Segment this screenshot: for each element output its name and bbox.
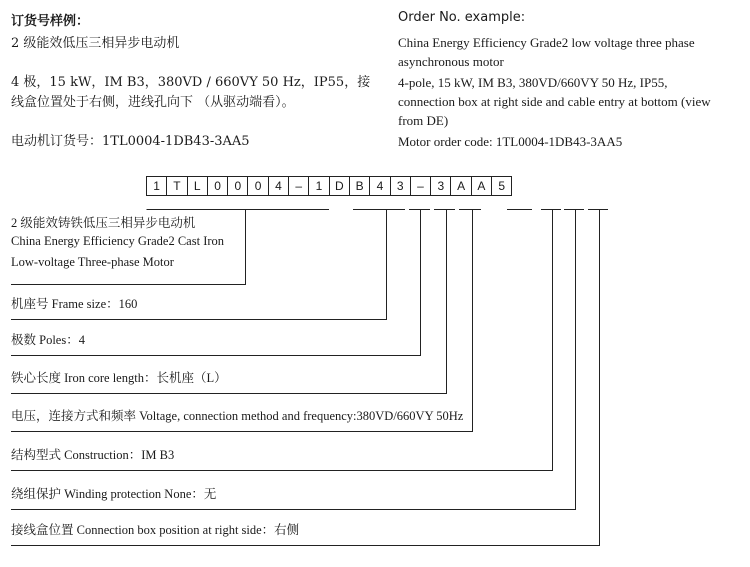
label-connection-box: 接线盒位置 Connection box position at right side：右侧 (11, 523, 300, 537)
left-order-code: 电动机订货号：1TL0004-1DB43-3AA5 (11, 134, 250, 149)
code-cell: 4 (268, 176, 289, 196)
code-cell: 0 (227, 176, 248, 196)
code-cell: 0 (247, 176, 268, 196)
code-cell: D (329, 176, 350, 196)
label-type-en1: China Energy Efficiency Grade2 Cast Iron (11, 234, 225, 248)
code-cell: 3 (430, 176, 451, 196)
label-voltage: 电压，连接方式和频率 Voltage, connection method and frequency:380VD/660VY 50Hz (11, 409, 464, 423)
code-cell: L (187, 176, 208, 196)
label-frame-size: 机座号 Frame size：160 (11, 297, 138, 311)
label-type-en2: Low-voltage Three-phase Motor (11, 255, 174, 269)
code-cell: 3 (390, 176, 411, 196)
code-cell: 0 (207, 176, 228, 196)
right-desc-spec-line2: connection box at right side and cable entry at bottom (view (398, 94, 711, 109)
code-cell: 1 (308, 176, 329, 196)
label-construction: 结构型式 Construction：IM B3 (11, 448, 175, 462)
code-cell: A (450, 176, 471, 196)
left-desc-spec-line1: 4 极，15 kW，IM B3，380VD / 660VY 50 Hz，IP55，接 (11, 75, 371, 90)
code-cell: – (410, 176, 431, 196)
label-iron-core-length: 铁心长度 Iron core length：长机座（L） (11, 371, 227, 385)
left-desc-spec-line2: 线盒位置处于右侧，进线孔向下 （从驱动端看）。 (11, 95, 295, 110)
label-type-cn: 2 级能效铸铁低压三相异步电动机 (11, 216, 196, 230)
code-cell: – (288, 176, 309, 196)
left-heading: 订货号样例： (11, 14, 90, 29)
label-winding-protection: 绕组保护 Winding protection None：无 (11, 487, 217, 501)
label-poles: 极数 Poles：4 (11, 333, 85, 347)
right-desc-spec-line1: 4-pole, 15 kW, IM B3, 380VD/660VY 50 Hz, IP55, (398, 75, 668, 90)
code-cell: B (349, 176, 370, 196)
code-cell: A (471, 176, 492, 196)
left-desc-motor-type: 2 级能效低压三相异步电动机 (11, 36, 180, 51)
code-cell: 1 (146, 176, 167, 196)
code-cell: 5 (491, 176, 512, 196)
right-desc-motor-type-line2: asynchronous motor (398, 54, 504, 69)
code-cell: T (166, 176, 187, 196)
code-cell: 4 (369, 176, 390, 196)
right-desc-spec-line3: from DE) (398, 113, 449, 128)
right-desc-motor-type-line1: China Energy Efficiency Grade2 low voltage three phase (398, 35, 695, 50)
right-order-code: Motor order code: 1TL0004-1DB43-3AA5 (398, 134, 623, 149)
right-heading: Order No. example: (398, 10, 526, 25)
